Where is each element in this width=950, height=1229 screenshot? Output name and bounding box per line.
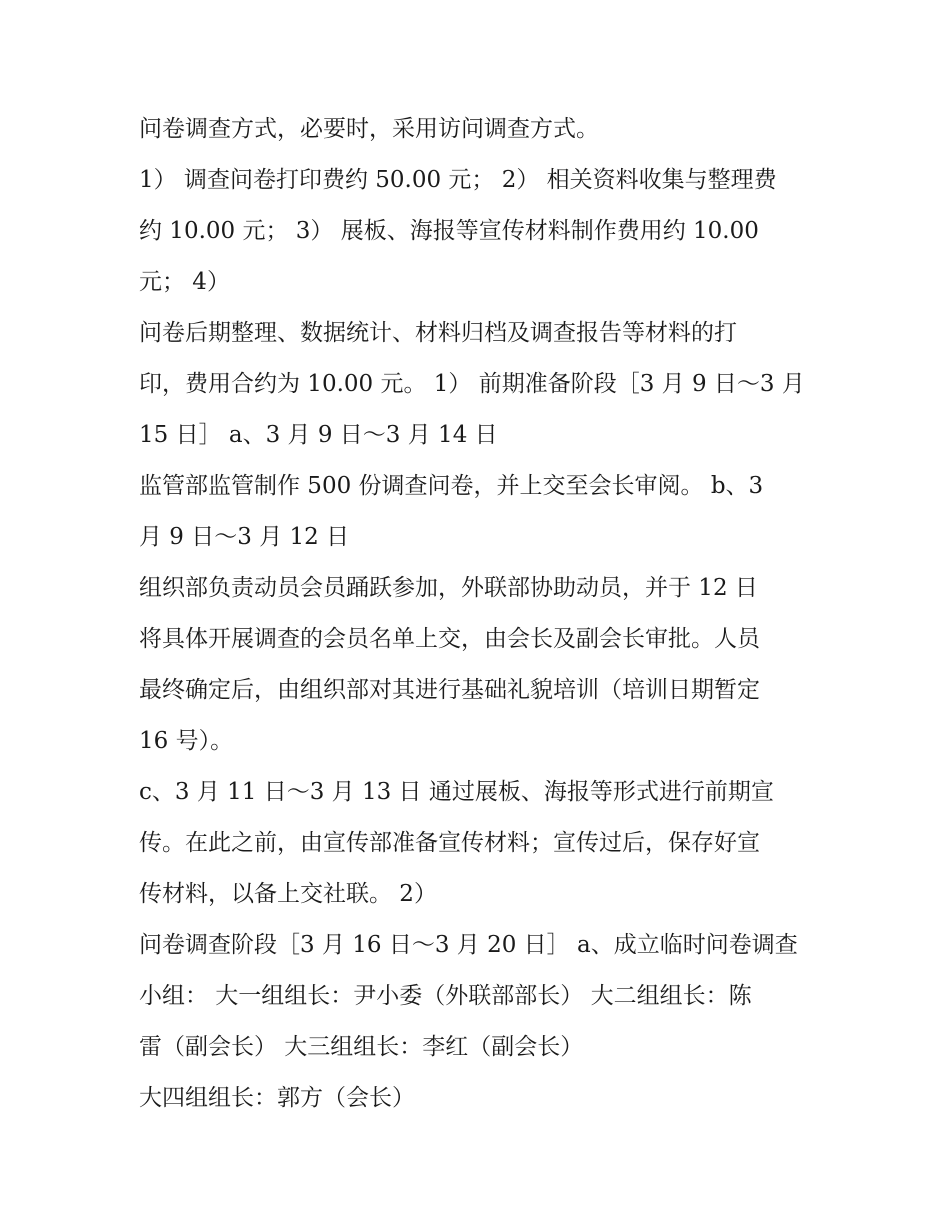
text-line: 最终确定后，由组织部对其进行基础礼貌培训（培训日期暂定	[139, 677, 760, 703]
text-line: 15 日］ a、3 月 9 日～3 月 14 日	[139, 422, 498, 448]
text-line: 1） 调查问卷打印费约 50.00 元； 2） 相关资料收集与整理费	[139, 167, 777, 193]
text-line: 问卷后期整理、数据统计、材料归档及调查报告等材料的打	[139, 320, 737, 346]
text-line: 组织部负责动员会员踊跃参加，外联部协助动员，并于 12 日	[139, 575, 758, 601]
text-line: 印，费用合约为 10.00 元。 1） 前期准备阶段［3 月 9 日～3 月	[139, 371, 805, 397]
text-line: 月 9 日～3 月 12 日	[139, 524, 350, 550]
text-line: 小组： 大一组组长：尹小委（外联部部长） 大二组组长：陈	[139, 983, 752, 1009]
text-line: 雷（副会长） 大三组组长：李红（副会长）	[139, 1034, 584, 1060]
text-line: 监管部监管制作 500 份调查问卷，并上交至会长审阅。 b、3	[139, 473, 764, 499]
text-line: 16 号）。	[139, 728, 234, 754]
body-text	[139, 104, 819, 1124]
text-line: 传。在此之前，由宣传部准备宣传材料；宣传过后，保存好宣	[139, 830, 760, 856]
text-line: 元； 4）	[139, 269, 230, 295]
text-line: 将具体开展调查的会员名单上交，由会长及副会长审批。人员	[139, 626, 760, 652]
text-line: c、3 月 11 日～3 月 13 日 通过展板、海报等形式进行前期宣	[139, 779, 774, 805]
text-line: 问卷调查方式，必要时，采用访问调查方式。	[139, 116, 599, 142]
text-line: 问卷调查阶段［3 月 16 日～3 月 20 日］ a、成立临时问卷调查	[139, 932, 798, 958]
text-line: 大四组组长：郭方（会长）	[139, 1085, 415, 1111]
text-line: 传材料，以备上交社联。 2）	[139, 881, 437, 907]
text-line: 约 10.00 元； 3） 展板、海报等宣传材料制作费用约 10.00	[139, 218, 759, 244]
